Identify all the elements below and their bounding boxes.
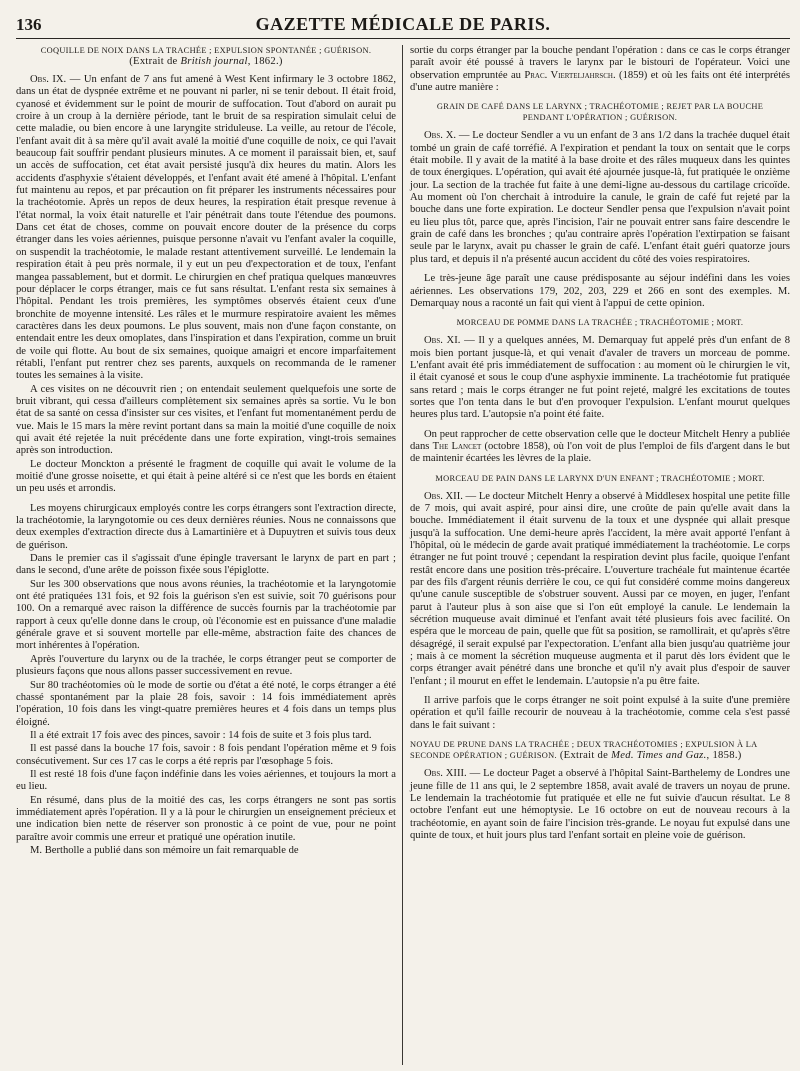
obs9-source-suffix: , 1862.)	[247, 56, 283, 67]
obs13-source-prefix: (Extrait de	[556, 750, 612, 762]
paragraph-right-2-a: On peut rapprocher de cette observation celle que le docteur Mitchelt Henry a publiée dans	[410, 428, 790, 452]
obs13-source-journal: Med. Times and Gaz.	[611, 750, 707, 762]
obs11-paragraph	[410, 335, 790, 421]
obs12-text: — Le docteur Mitchelt Henry a observé à Middlesex hospital une petite fille de 7 mois, qui avait aspiré, pour ainsi dire, une croûte de pain qu'elle avait dans la bouche. Immédiatement il était survenu de la toux et une dyspnée qui allait presque jusqu'à la suffocation. Une demi-heure après l'accident, la mère avait apporté l'enfant à l'hôpital, où le médecin de garde avait pratiqué immédiatement la trachéotomie. Le corps étranger ne fut point trouvé ; cependant la respiration devint plus facile, quoique l'enfant restât encore dans une position très-précaire. L'ouverture trachéale fut maintenue écartée par des fils d'argent réunis derrière le cou, ce qui fut considéré comme moins dangereux qu'une canule susceptible de s'obstruer souvent. Aussi par ce moyen, en juger, l'enfant parut à l'auteur plus à son aise que si l'on eût employé la canule. Le lendemain la sécrétion muqueuse avait diminué et l'enfant avait tété plusieurs fois avec facilité. On espéra que le morceau de pain, quelle que fût sa position, se ramollirait, et qu'après s'être désagrégé, il serait expulsé par l'expectoration. L'enfant alla bien jusqu'au quatrième jour ; mais à ce moment la sécrétion muqueuse augmenta et il parut dès lors évident que le corps étranger avait pénétré dans une bronche et qu'il n'y avait plus d'espoir de sauver l'enfant ; il mourut en effet le lendemain. L'autopsie n'a pu être faite.	[410, 490, 790, 687]
obs13-source-suffix: , 1858.)	[706, 750, 742, 762]
obs13-heading-text: NOYAU DE PRUNE DANS LA TRACHÉE ; DEUX TRACHÉOTOMIES ; EXPULSION À LA SECONDE OPÉRATION ; GUÉRISON.	[410, 740, 758, 761]
spacer	[410, 422, 790, 429]
obs13-paragraph	[410, 768, 790, 842]
paragraph-left-13: M. Bertholle a publié dans son mémoire un fait remarquable de	[30, 844, 299, 856]
paragraph-right-0-a: sortie du corps étranger par la bouche pendant l'opération : dans ce cas le corps étranger paraît avoir été poussé à travers le larynx par le bistouri de l'opérateur. Voici une observation empruntée au	[410, 45, 790, 81]
spacer	[410, 310, 790, 317]
obs9-paragraph	[16, 74, 396, 383]
spacer	[410, 266, 790, 273]
paragraph-left-3: Le docteur Monckton a présenté le fragment de coquille qui avait le volume de la moitié d'une grosse noisette, et qui était à peine altéré si ce n'est que les bords en étaient un peu usés et arrondis.	[16, 458, 396, 495]
spacer	[410, 732, 790, 739]
paragraph-right-2-lancet: The Lancet	[432, 440, 482, 452]
obs9-heading	[26, 45, 386, 56]
paragraph-left-9: Il a été extrait 17 fois avec des pinces, savoir : 14 fois de suite et 3 fois plus tard.	[30, 729, 372, 741]
paragraph-right-0-b: (1859) et où les faits ont été interprétés d'une autre manière :	[410, 69, 790, 94]
paragraph-right-3: Il arrive parfois que le corps étranger ne soit point expulsé à la suite d'une première opération et qu'il faille recourir de nouveau à la trachéotomie, comme cela s'est passé dans le fait suivant :	[410, 695, 790, 731]
spacer	[410, 328, 790, 335]
paragraph-left-4: Les moyens chirurgicaux employés contre les corps étrangers sont l'extraction directe, la trachéotomie, la laryngotomie ou ces deux dernières réunies. Nous ne connaissons que deux exemples d'extraction directe dus à Lamartinière et à Dupuytren et suivis tous deux de guérison.	[16, 502, 396, 551]
paragraph-left-12: En résumé, dans plus de la moitié des cas, les corps étrangers ne sont pas sortis immédiatement après l'opération. Il y a là pour le chirurgien un enseignement précieux et une indication bien nette de réserver son pronostic à ce point de vue, pour ne point paraître avoir commis une erreur et pratiqué une opération inutile.	[16, 794, 396, 843]
obs10-label: Obs. X.	[424, 130, 456, 142]
paragraph-left-11: Il est resté 18 fois d'une façon indéfinie dans les voies aériennes, et toujours la mort a eu lieu.	[16, 768, 396, 793]
obs13-text: — Le docteur Paget a observé à l'hôpital Saint-Barthelemy de Londres une jeune fille de 11 ans qui, le 2 septembre 1858, avait avalé de travers un noyau de prune. Le lendemain la trachéotomie fut pratiquée et elle ne fut suivie d'aucun résultat. Le 8 octobre l'enfant eut une hémoptysie. Le 16 octobre on eut de nouveau recours à la trachéotomie, en ayant soin de faire l'incision très-grande. Le noyau fut expulsé dans une quinte de toux, et huit jours plus tard l'enfant sortait en pleine voie de guérison.	[410, 768, 790, 841]
obs11-text: — Il y a quelques années, M. Demarquay fut appelé près d'un enfant de 8 mois bien portant jusque-là, et qui venait d'avaler de travers un morceau de pomme. L'enfant avait été pris immédiatement de suffocation : au moment où le chirurgien le vit, il était cyanosé et sous le coup d'une asphyxie imminente. La trachéotomie fut pratiquée sans retard ; mais le corps étranger ne fut point rejeté, malgré les excitations de toutes sortes que l'on tenta dans le but d'en provoquer l'expulsion. L'enfant mourut quelques heures plus tard. L'autopsie n'a point été faite.	[410, 335, 790, 421]
paragraph-right-2-b: (octobre 1858), où l'on voit de plus l'emploi de fils d'argent dans le but de maintenir écartées les lèvres de la plaie.	[410, 440, 790, 465]
obs9-label: Obs. IX.	[30, 74, 67, 85]
obs9-source-prefix: (Extrait de	[129, 56, 181, 67]
obs11-heading: MORCEAU DE POMME DANS LA TRACHÉE ; TRACHÉOTOMIE ; MORT.	[456, 318, 744, 328]
obs10-paragraph	[410, 130, 790, 266]
right-column	[403, 45, 790, 1065]
paragraph-left-5: Dans le premier cas il s'agissait d'une épingle traversant le larynx de part en part ; dans le second, d'une arête de poisson fixée sous l'épiglotte.	[16, 553, 396, 577]
obs12-label: Obs. XII.	[424, 490, 463, 502]
spacer	[410, 484, 790, 491]
obs13-label: Obs. XIII.	[424, 768, 467, 780]
page-header	[16, 14, 790, 39]
obs13-heading	[410, 739, 790, 761]
left-column	[16, 45, 403, 1065]
spacer	[410, 761, 790, 768]
paragraph-right-0-source: Prac. Vierteljahrsch.	[524, 69, 616, 81]
spacer	[410, 688, 790, 695]
spacer	[16, 496, 396, 503]
spacer	[16, 67, 396, 74]
journal-title: GAZETTE MÉDICALE DE PARIS.	[255, 14, 551, 34]
obs9-heading-text: COQUILLE DE NOIX DANS LA TRACHÉE ; EXPULSION SPONTANÉE ; GUÉRISON.	[40, 46, 372, 55]
paragraph-right-1: Le très-jeune âge paraît une cause prédisposante au séjour indéfini dans les voies aériennes. Les observations 179, 202, 203, 229 et 266 en sont des exemples. M. Demarquay nous a raconté un fait qui vient à l'appui de cette opinion.	[410, 273, 790, 309]
paragraph-right-2	[410, 429, 790, 466]
obs12-heading: MORCEAU DE PAIN DANS LE LARYNX D'UN ENFANT ; TRACHÉOTOMIE ; MORT.	[435, 473, 765, 483]
spacer	[410, 466, 790, 473]
spacer	[410, 94, 790, 101]
obs9-text: — Un enfant de 7 ans fut amené à West Kent infirmary le 3 octobre 1862, dans un état de dyspnée extrême et ne pouvant ni parler, ni se tenir debout. Il était froid, cyanosé et évidemment sur le point de mourir de suffocation. Tout d'abord on aurait pu croire à un croup à la dernière période, tant le bruit de sa respiration simulait celui de cette maladie, ou bien encore à une laryngite striduleuse. La veille, au retour de l'école, l'enfant avait dit à sa mère qu'il avait avalé la moitié d'une coquille de noix, ce qui l'avait beaucoup fait souffrir pendant plusieurs minutes. A ce moment il paraissait bien, et, sauf un accès de suffocation, cet état avait persisté jusqu'à dix heures du matin. Alors les accidents d'asphyxie s'étaient développés, et l'enfant avait été amené à l'hôpital. L'enfant fut maintenu au repos, et par précaution on fit préparer les instruments nécessaires pour la trachéotomie. Après un repos de deux heures, la respiration était presque revenue à l'état normal, la voix était naturelle et l'air pénétrait dans toute l'étendue des poumons. Dans cet état de choses, comme on pouvait encore douter de la présence du corps étranger dans les voies aériennes, puisque personne n'avait vu l'enfant avaler la coquille, on suspendit la trachéotomie, le malade restant attentivement surveillé. Le lendemain la respiration était à peu près normale, il y eut un peu d'expectoration et de toux, l'enfant mangea passablement, but et dormit. Le chirurgien en chef pratiqua quelques manœuvres pour déplacer le corps étranger, mais ce fut sans résultat. L'enfant resta six semaines à l'hôpital. Pendant les trois premières, les symptômes observés étaient ceux d'une bronchite de moyenne intensité. Les râles et le murmure respiratoire avaient les mêmes caractères dans les deux poumons. Le plus souvent, mais non d'une façon constante, on entendait entre les deux omoplates, dans l'inspiration et dans l'expiration, comme un bruit de voile qui flotte. Au bout de six semaines, quoique amaigri et encore imparfaitement rétabli, l'enfant put rentrer chez ses parents, auxquels on recommanda de le ramener toutes les semaines à la visite.	[16, 74, 396, 382]
article-body	[16, 45, 790, 1065]
spacer	[410, 123, 790, 130]
obs9-source-journal: British journal	[180, 56, 248, 67]
paragraph-left-2: A ces visites on ne découvrit rien ; on entendait seulement quelquefois une sorte de bruit vibrant, qui cessa d'ailleurs complètement six semaines après sa sortie. Vu le bon état de sa santé on cessa d'insister sur ces visites, et l'enfant fut momentanément perdu de vue. Mais le 15 mars la mère revint portant dans sa main la moitié d'une coquille de noix qui avait été rejetée la nuit précédente dans une forte expiration, vingt-trois semaines après son introduction.	[16, 383, 396, 457]
obs9-source	[26, 56, 386, 67]
paragraph-left-6: Sur les 300 observations que nous avons réunies, la trachéotomie et la laryngotomie ont été pratiquées 131 fois, et 92 fois la guérison s'en est suivie, soit 70 guérisons pour 100. On a remarqué avec raison la différence de succès fournis par la trachéotomie par rapport à ceux qu'elle donne dans le croup, où l'économie est en puissance d'une maladie générale grave et si souvent mortelle par elle-même, abstraction faite des chances de mort inhérentes à l'opération.	[16, 578, 396, 652]
paragraph-left-8: Sur 80 trachéotomies où le mode de sortie ou d'état a été noté, le corps étranger a été chassé spontanément par la plaie 28 fois, savoir : 14 fois immédiatement après l'opération, 10 fois dans les vingt-quatre premières heures et 4 fois dans un temps plus éloigné.	[16, 679, 396, 728]
obs11-label: Obs. XI.	[424, 335, 461, 347]
paragraph-left-10: Il est passé dans la bouche 17 fois, savoir : 8 fois pendant l'opération même et 9 fois consécutivement. Sur ces 17 cas le corps a été repris par l'œsophage 5 fois.	[16, 743, 396, 767]
page-number: 136	[16, 15, 42, 34]
obs12-paragraph	[410, 491, 790, 689]
obs10-text: — Le docteur Sendler a vu un enfant de 3 ans 1/2 dans la trachée duquel était tombé un grain de café torréfié. A l'expiration et pendant la toux on sentait que le corps était mobile. Il y avait de la matité à la base droite et des râles muqueux dans les quintes de toux énergiques. L'opération, qui avait été ajournée jusque-là, fut pratiquée le onzième jour. La section de la trachée fut faite à une demi-ligne au-dessous du cartilage cricoïde. Au moment où l'on cherchait à introduire la canule, le grain de café fut rejeté par la bouche dans une forte expiration. Le docteur Sendler pensa que l'expulsion n'avait point eu lieu plus tôt, parce que, après l'incision, l'air ne pouvait entrer sans faire descendre le grain de café dans les bronches ; qu'au contraire après l'opération l'extirpation se faisant seule par le larynx, avait pu chasser le grain de café. L'enfant était guéri quatorze jours plus tard, et depuis il n'a présenté aucun accident du côté des voies respiratoires.	[410, 130, 790, 265]
obs10-heading: GRAIN DE CAFÉ DANS LE LARYNX ; TRACHÉOTOMIE ; REJET PAR LA BOUCHE PENDANT L'OPÉRATION ; GUÉRISON.	[436, 102, 764, 123]
paragraph-left-7: Après l'ouverture du larynx ou de la trachée, le corps étranger peut se comporter de plusieurs façons que nous allons passer successivement en revue.	[16, 653, 396, 678]
paragraph-right-0	[410, 45, 790, 94]
